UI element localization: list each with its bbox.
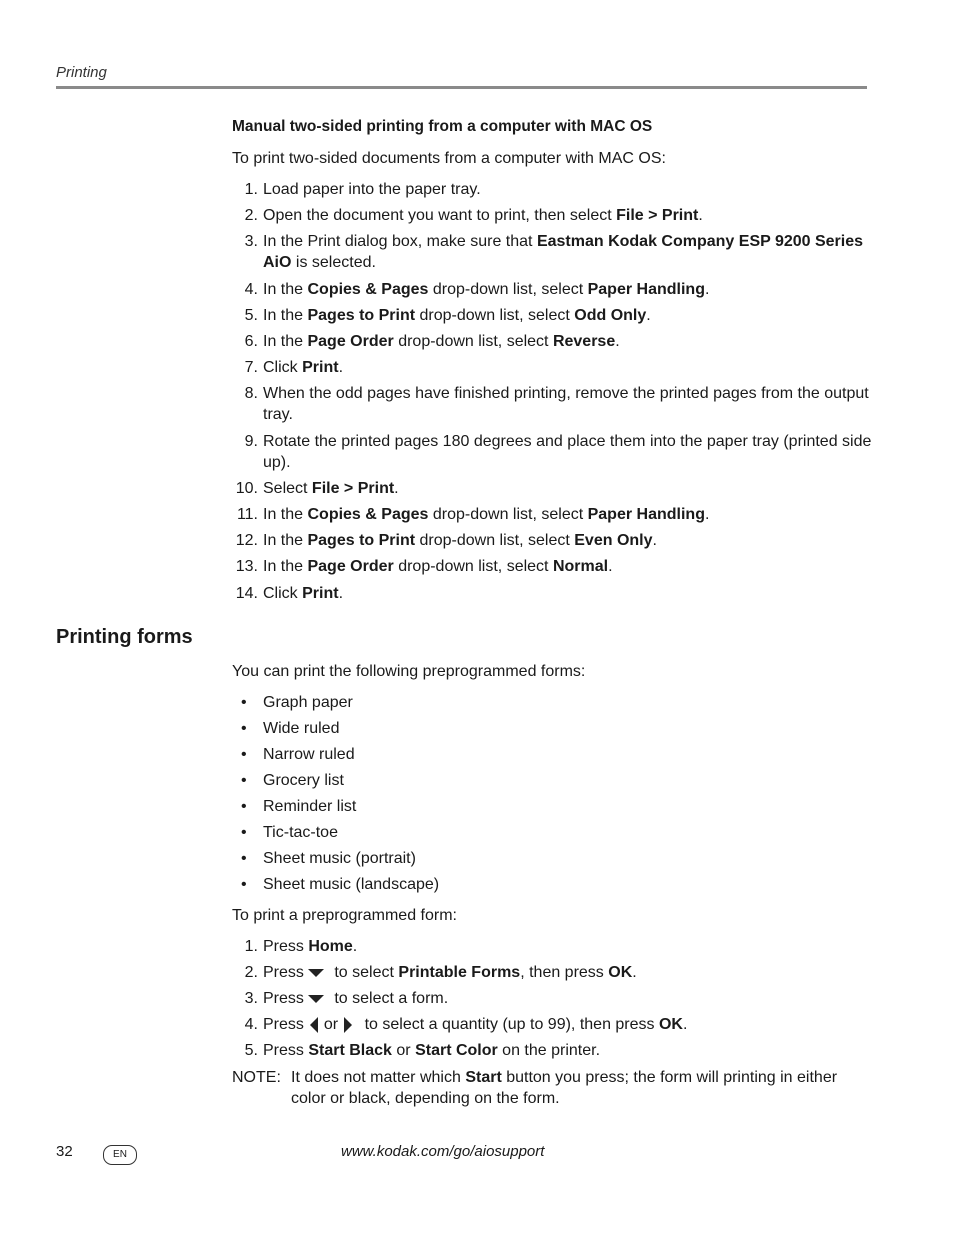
list-item: • Wide ruled <box>241 720 340 737</box>
section-subtitle: Manual two-sided printing from a computer with MAC OS <box>232 118 653 135</box>
list-item: • Sheet music (portrait) <box>241 850 416 867</box>
left-arrow-icon <box>310 1017 318 1033</box>
list-item: • Narrow ruled <box>241 746 355 763</box>
list-item: • Sheet music (landscape) <box>241 876 440 893</box>
mac-step: 11. In the Copies & Pages drop-down list, select Paper Handling. <box>236 506 710 523</box>
mac-step: 13. In the Page Order drop-down list, select Normal. <box>235 558 613 575</box>
mac-step: 8. When the odd pages have finished printing, remove the printed pages from the output tray. <box>244 385 869 423</box>
mac-step: 10. Select File > Print. <box>235 480 399 497</box>
footer-url[interactable]: www.kodak.com/go/aiosupport <box>341 1143 545 1160</box>
right-arrow-icon <box>344 1017 352 1033</box>
form-step: 5. Press Start Black or Start Color on the printer. <box>244 1042 601 1059</box>
list-item: • Reminder list <box>241 798 357 815</box>
list-item: • Graph paper <box>241 694 353 711</box>
down-arrow-icon <box>308 969 324 977</box>
form-step: 2. Press to select Printable Forms, then press OK. <box>244 964 637 981</box>
running-header: Printing <box>56 64 107 81</box>
down-arrow-icon <box>308 995 324 1003</box>
mac-step: 5. In the Pages to Print drop-down list, select Odd Only. <box>244 307 651 324</box>
list-item: • Tic-tac-toe <box>241 824 338 841</box>
header-rule <box>56 86 867 89</box>
mac-step: 3. In the Print dialog box, make sure that Eastman Kodak Company ESP 9200 Series AiO is selected. <box>244 233 864 271</box>
language-badge: EN <box>103 1145 137 1165</box>
section-heading: Printing forms <box>56 626 193 648</box>
mac-step: 2. Open the document you want to print, then select File > Print. <box>244 207 703 224</box>
mac-step: 7. Click Print. <box>244 359 344 376</box>
mac-step: 9. Rotate the printed pages 180 degrees and place them into the paper tray (printed side up). <box>244 433 872 471</box>
form-step: 4. Press or to select a quantity (up to 99), then press OK. <box>244 1016 688 1033</box>
forms-intro: You can print the following preprogrammed forms: <box>232 663 586 680</box>
list-item: • Grocery list <box>241 772 344 789</box>
mac-step: 14. Click Print. <box>235 585 344 602</box>
page-number: 32 <box>56 1143 73 1160</box>
mac-intro: To print two-sided documents from a computer with MAC OS: <box>232 150 666 167</box>
mac-step: 4. In the Copies & Pages drop-down list, select Paper Handling. <box>244 281 710 298</box>
mac-step: 12. In the Pages to Print drop-down list, select Even Only. <box>235 532 657 549</box>
mac-step: 6. In the Page Order drop-down list, select Reverse. <box>244 333 620 350</box>
form-step: 1. Press Home. <box>244 938 358 955</box>
note: NOTE: It does not matter which Start button you press; the form will printing in either color or black, depending on the form. <box>232 1069 838 1107</box>
forms-how: To print a preprogrammed form: <box>232 907 457 924</box>
form-step: 3. Press to select a form. <box>244 990 449 1007</box>
mac-step: 1. Load paper into the paper tray. <box>244 181 481 198</box>
